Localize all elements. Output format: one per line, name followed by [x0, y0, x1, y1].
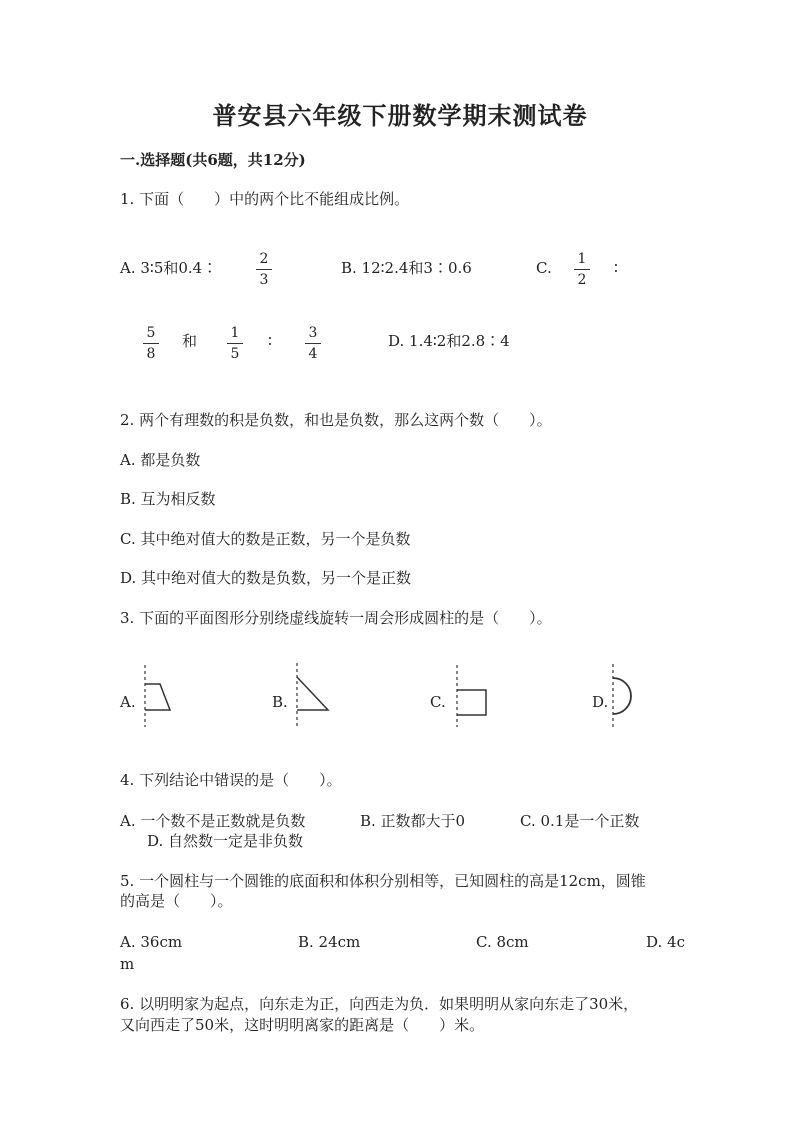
q3-option-a-label: A. [120, 693, 136, 711]
question-4-stem: 4. 下列结论中错误的是（ ）。 [120, 771, 342, 789]
q1-option-d: D. 1.4∶2和2.8∶4 [388, 332, 510, 350]
q1-option-b: B. 12∶2.4和3∶0.6 [341, 259, 472, 277]
fraction-bar [143, 343, 159, 344]
fraction-bar [256, 269, 272, 270]
fraction-numerator: 5 [146, 325, 156, 341]
triangle-outline [297, 677, 328, 710]
fraction-bar [305, 343, 321, 344]
question-3-stem: 3. 下面的平面图形分别绕虚线旋转一周会形成圆柱的是（ ）。 [120, 609, 552, 627]
q2-option-b: B. 互为相反数 [120, 490, 216, 508]
fraction-denominator: 4 [308, 346, 318, 362]
question-5-stem-line-2: 的高是（ ）。 [120, 892, 233, 910]
q3-option-d-label: D. [592, 693, 609, 711]
q1-option-c-label: C. [536, 259, 552, 277]
q1-option-a-fraction [252, 251, 276, 288]
q5-option-d-line-2: m [120, 955, 135, 973]
question-1-stem: 1. 下面（ ）中的两个比不能组成比例。 [120, 190, 410, 208]
q4-option-c: C. 0.1是一个正数 [520, 812, 640, 830]
trapezoid-figure [136, 665, 176, 727]
q3-option-b-label: B. [272, 693, 288, 711]
page-title: 普安县六年级下册数学期末测试卷 [212, 101, 588, 130]
q1-option-c-colon-2: ∶ [268, 332, 272, 350]
q1-option-c-fraction-4 [301, 325, 325, 362]
fraction-denominator: 5 [230, 346, 240, 362]
fraction-numerator: 2 [259, 251, 269, 267]
q1-option-c-fraction-1 [570, 251, 594, 288]
question-6-stem-line-1: 6. 以明明家为起点，向东走为正，向西走为负．如果明明从家向东走了30米， [120, 995, 639, 1013]
q2-option-c: C. 其中绝对值大的数是正数，另一个是负数 [120, 530, 411, 548]
fraction-denominator: 8 [146, 346, 156, 362]
triangle-figure [290, 663, 334, 729]
question-5-stem-line-1: 5. 一个圆柱与一个圆锥的底面积和体积分别相等，已知圆柱的高是12cm，圆锥 [120, 872, 646, 890]
section-heading: 一.选择题(共6题，共12分) [120, 151, 306, 169]
q5-option-a: A. 36cm [120, 933, 183, 951]
fraction-bar [227, 343, 243, 344]
q2-option-a: A. 都是负数 [120, 451, 201, 469]
semicircle-arc [613, 678, 631, 714]
q1-option-c-colon-1: ∶ [614, 259, 618, 277]
fraction-bar [574, 269, 590, 270]
q2-option-d: D. 其中绝对值大的数是负数，另一个是正数 [120, 569, 412, 587]
rectangle-outline [457, 690, 486, 715]
q1-option-c-fraction-3 [223, 325, 247, 362]
q5-option-b: B. 24cm [298, 933, 361, 951]
q4-option-b: B. 正数都大于0 [360, 812, 466, 830]
q4-option-d: D. 自然数一定是非负数 [147, 832, 304, 850]
q1-option-c-and: 和 [182, 332, 198, 350]
q4-option-a: A. 一个数不是正数就是负数 [120, 812, 306, 830]
q1-option-a-text: A. 3∶5和0.4∶ [120, 259, 218, 277]
fraction-numerator: 3 [308, 325, 318, 341]
fraction-numerator: 1 [230, 325, 240, 341]
q3-option-c-label: C. [430, 693, 446, 711]
semicircle-figure [606, 664, 640, 728]
trapezoid-outline [145, 684, 170, 710]
fraction-denominator: 2 [577, 272, 587, 288]
q1-option-c-fraction-2 [139, 325, 163, 362]
rectangle-figure [450, 665, 490, 727]
fraction-denominator: 3 [259, 272, 269, 288]
q5-option-c: C. 8cm [476, 933, 529, 951]
question-6-stem-line-2: 又向西走了50米，这时明明离家的距离是（ ）米。 [120, 1016, 485, 1034]
fraction-numerator: 1 [577, 251, 587, 267]
q5-option-d-line-1: D. 4c [646, 933, 685, 951]
question-2-stem: 2. 两个有理数的积是负数，和也是负数，那么这两个数（ ）。 [120, 411, 552, 429]
